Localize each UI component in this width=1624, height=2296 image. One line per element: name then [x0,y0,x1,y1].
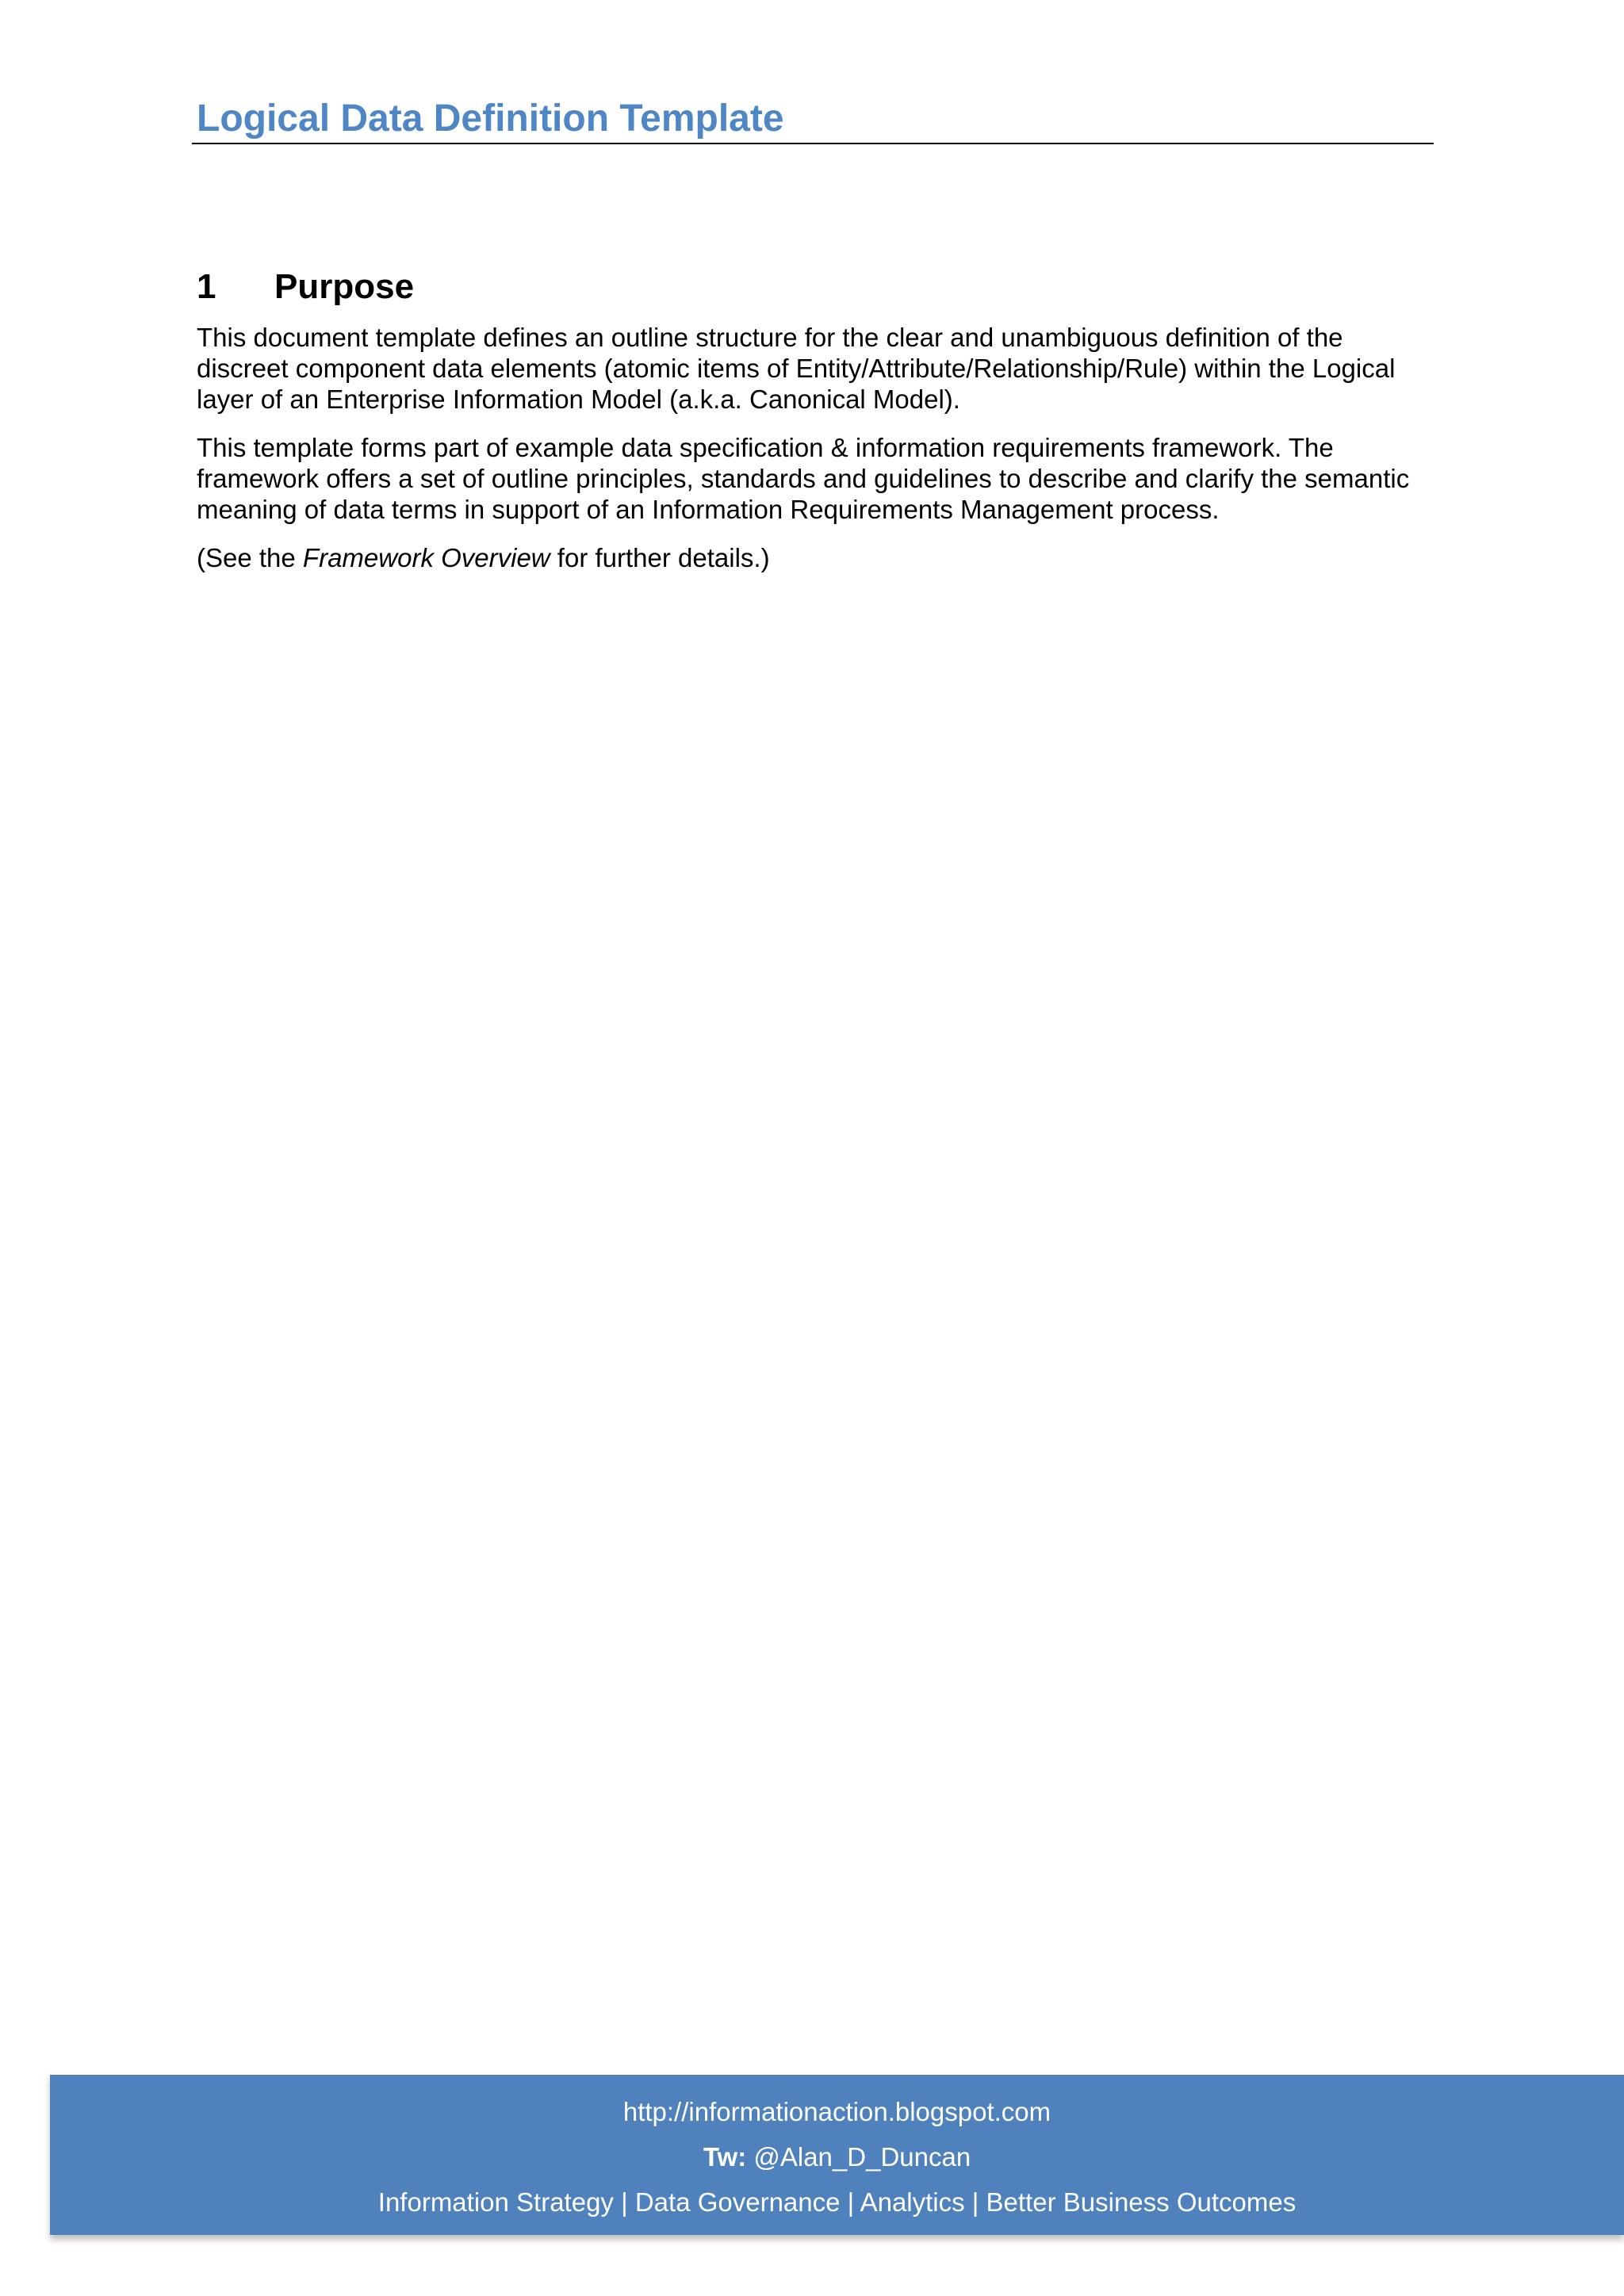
twitter-label: Tw: [703,2142,747,2172]
purpose-paragraph-3 [197,542,1434,573]
see-the-text: (See the [197,543,303,572]
section-heading [197,262,1434,312]
footer-twitter [50,2141,1624,2173]
further-details-text: for further details.) [550,543,770,572]
section-title: Purpose [274,267,415,306]
twitter-handle[interactable]: @Alan_D_Duncan [746,2142,971,2172]
purpose-paragraph-1: This document template defines an outline structure for the clear and unambiguous definition of the discreet component data elements (atomic items of Entity/Attribute/Relationship/Rule) within the Logical layer of an Enterprise Information Model (a.k.a. Canonical Model). [197,323,1396,414]
title-underline [192,143,1434,144]
section-number: 1 [197,267,216,306]
purpose-paragraph-2: This template forms part of example data specification & information requirements framework. The framework offers a set of outline principles, standards and guidelines to describe and clarify the semantic meaning of data terms in support of an Information Requirements Management process. [197,433,1410,524]
footer-band [50,2075,1624,2235]
footer-tagline: Information Strategy | Data Governance | Analytics | Better Business Outcomes [377,2187,1297,2217]
footer-url-link[interactable]: http://informationaction.blogspot.com [622,2097,1051,2126]
page-title: Logical Data Definition Template [197,98,784,140]
framework-overview-reference: Framework Overview [302,543,550,572]
section-purpose [197,262,1434,591]
